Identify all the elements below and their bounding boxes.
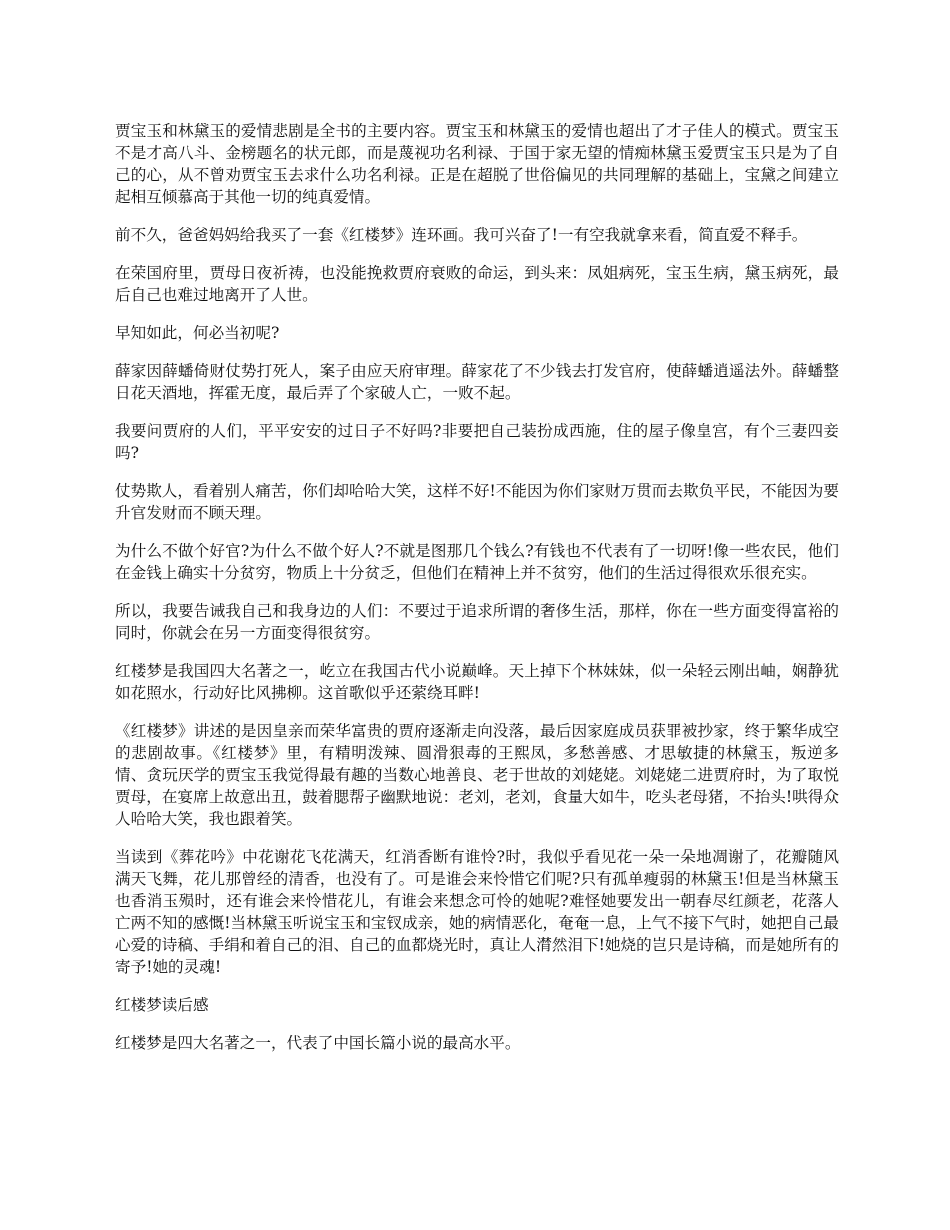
document-body [115, 120, 839, 1054]
section-heading: 红楼梦读后感 [115, 996, 209, 1014]
paragraph-burial-of-flowers: 当读到《葬花吟》中花谢花飞花满天，红消香断有谁怜?时，我似乎看见花一朵一朵地凋谢了，花瓣随风满天飞舞，花儿那曾经的清香，也没有了。可是谁会来怜惜它们呢?只有孤单瘦弱的林黛玉!但是当林黛玉也香消玉殒时，还有谁会来怜惜花儿，有谁会来想念可怜的她呢?难怪她要发出一朝春尽红颜老，花落人亡两不知的感慨!当林黛玉听说宝玉和宝钗成亲，她的病情恶化，奄奄一息，上气不接下气时，她把自己最心爱的诗稿、手绢和着自己的泪、自己的血都烧光时，真让人潸然泪下!她烧的岂只是诗稿，而是她所有的寄予!她的灵魂! [115, 848, 839, 976]
paragraph-regret: 早知如此，何必当初呢? [115, 324, 280, 342]
paragraph-love-tragedy: 贾宝玉和林黛玉的爱情悲剧是全书的主要内容。贾宝玉和林黛玉的爱情也超出了才子佳人的模式。贾宝玉不是才高八斗、金榜题名的状元郎，而是蔑视功名利禄、于国于家无望的情痴林黛玉爱贾宝玉只是为了自己的心，从不曾劝贾宝玉去求什么功名利禄。正是在超脱了世俗偏见的共同理解的基础上，宝黛之间建立起相互倾慕高于其他一切的纯真爱情。 [115, 122, 839, 206]
paragraph-comic-book-gift: 前不久，爸爸妈妈给我买了一套《红楼梦》连环画。我可兴奋了!一有空我就拿来看，简直爱不释手。 [115, 226, 808, 244]
paragraph-xue-pan: 薛家因薛蟠倚财仗势打死人，案子由应天府审理。薛家花了不少钱去打发官府，使薛蟠逍遥法外。薛蟠整日花天酒地，挥霍无度，最后弄了个家破人亡，一败不起。 [115, 362, 839, 402]
paragraph-bullying: 仗势欺人，看着别人痛苦，你们却哈哈大笑，这样不好!不能因为你们家财万贯而去欺负平民，不能因为要升官发财而不顾天理。 [115, 482, 839, 522]
paragraph-four-classics: 红楼梦是我国四大名著之一，屹立在我国古代小说巅峰。天上掉下个林妹妹，似一朵轻云刚出岫，娴静犹如花照水，行动好比风拂柳。这首歌似乎还萦绕耳畔! [115, 662, 839, 702]
paragraph-warning: 所以，我要告诫我自己和我身边的人们：不要过于追求所谓的奢侈生活，那样，你在一些方面变得富裕的同时，你就会在另一方面变得很贫穷。 [115, 602, 839, 642]
paragraph-highest-level: 红楼梦是四大名著之一，代表了中国长篇小说的最高水平。 [115, 1034, 521, 1052]
paragraph-grandmother-jia: 在荣国府里，贾母日夜祈祷，也没能挽救贾府衰败的命运，到头来：凤姐病死，宝玉生病，黛玉病死，最后自己也难过地离开了人世。 [115, 264, 839, 304]
paragraph-question-jia-family: 我要问贾府的人们，平平安安的过日子不好吗?非要把自己装扮成西施，住的屋子像皇宫，有个三妻四妾吗? [115, 422, 839, 462]
paragraph-good-official: 为什么不做个好官?为什么不做个好人?不就是图那几个钱么?有钱也不代表有了一切呀!像一些农民，他们在金钱上确实十分贫穷，物质上十分贫乏，但他们在精神上并不贫穷，他们的生活过得很欢乐很充实。 [115, 542, 839, 582]
paragraph-story-summary: 《红楼梦》讲述的是因皇亲而荣华富贵的贾府逐渐走向没落，最后因家庭成员获罪被抄家，终于繁华成空的悲剧故事。《红楼梦》里，有精明泼辣、圆滑狠毒的王熙凤，多愁善感、才思敏捷的林黛玉，叛逆多情、贪玩厌学的贾宝玉我觉得最有趣的当数心地善良、老于世故的刘姥姥。刘姥姥二进贾府时，为了取悦贾母，在宴席上故意出丑，鼓着腮帮子幽默地说：老刘，老刘，食量大如牛，吃头老母猪，不抬头!哄得众人哈哈大笑，我也跟着笑。 [115, 722, 839, 828]
